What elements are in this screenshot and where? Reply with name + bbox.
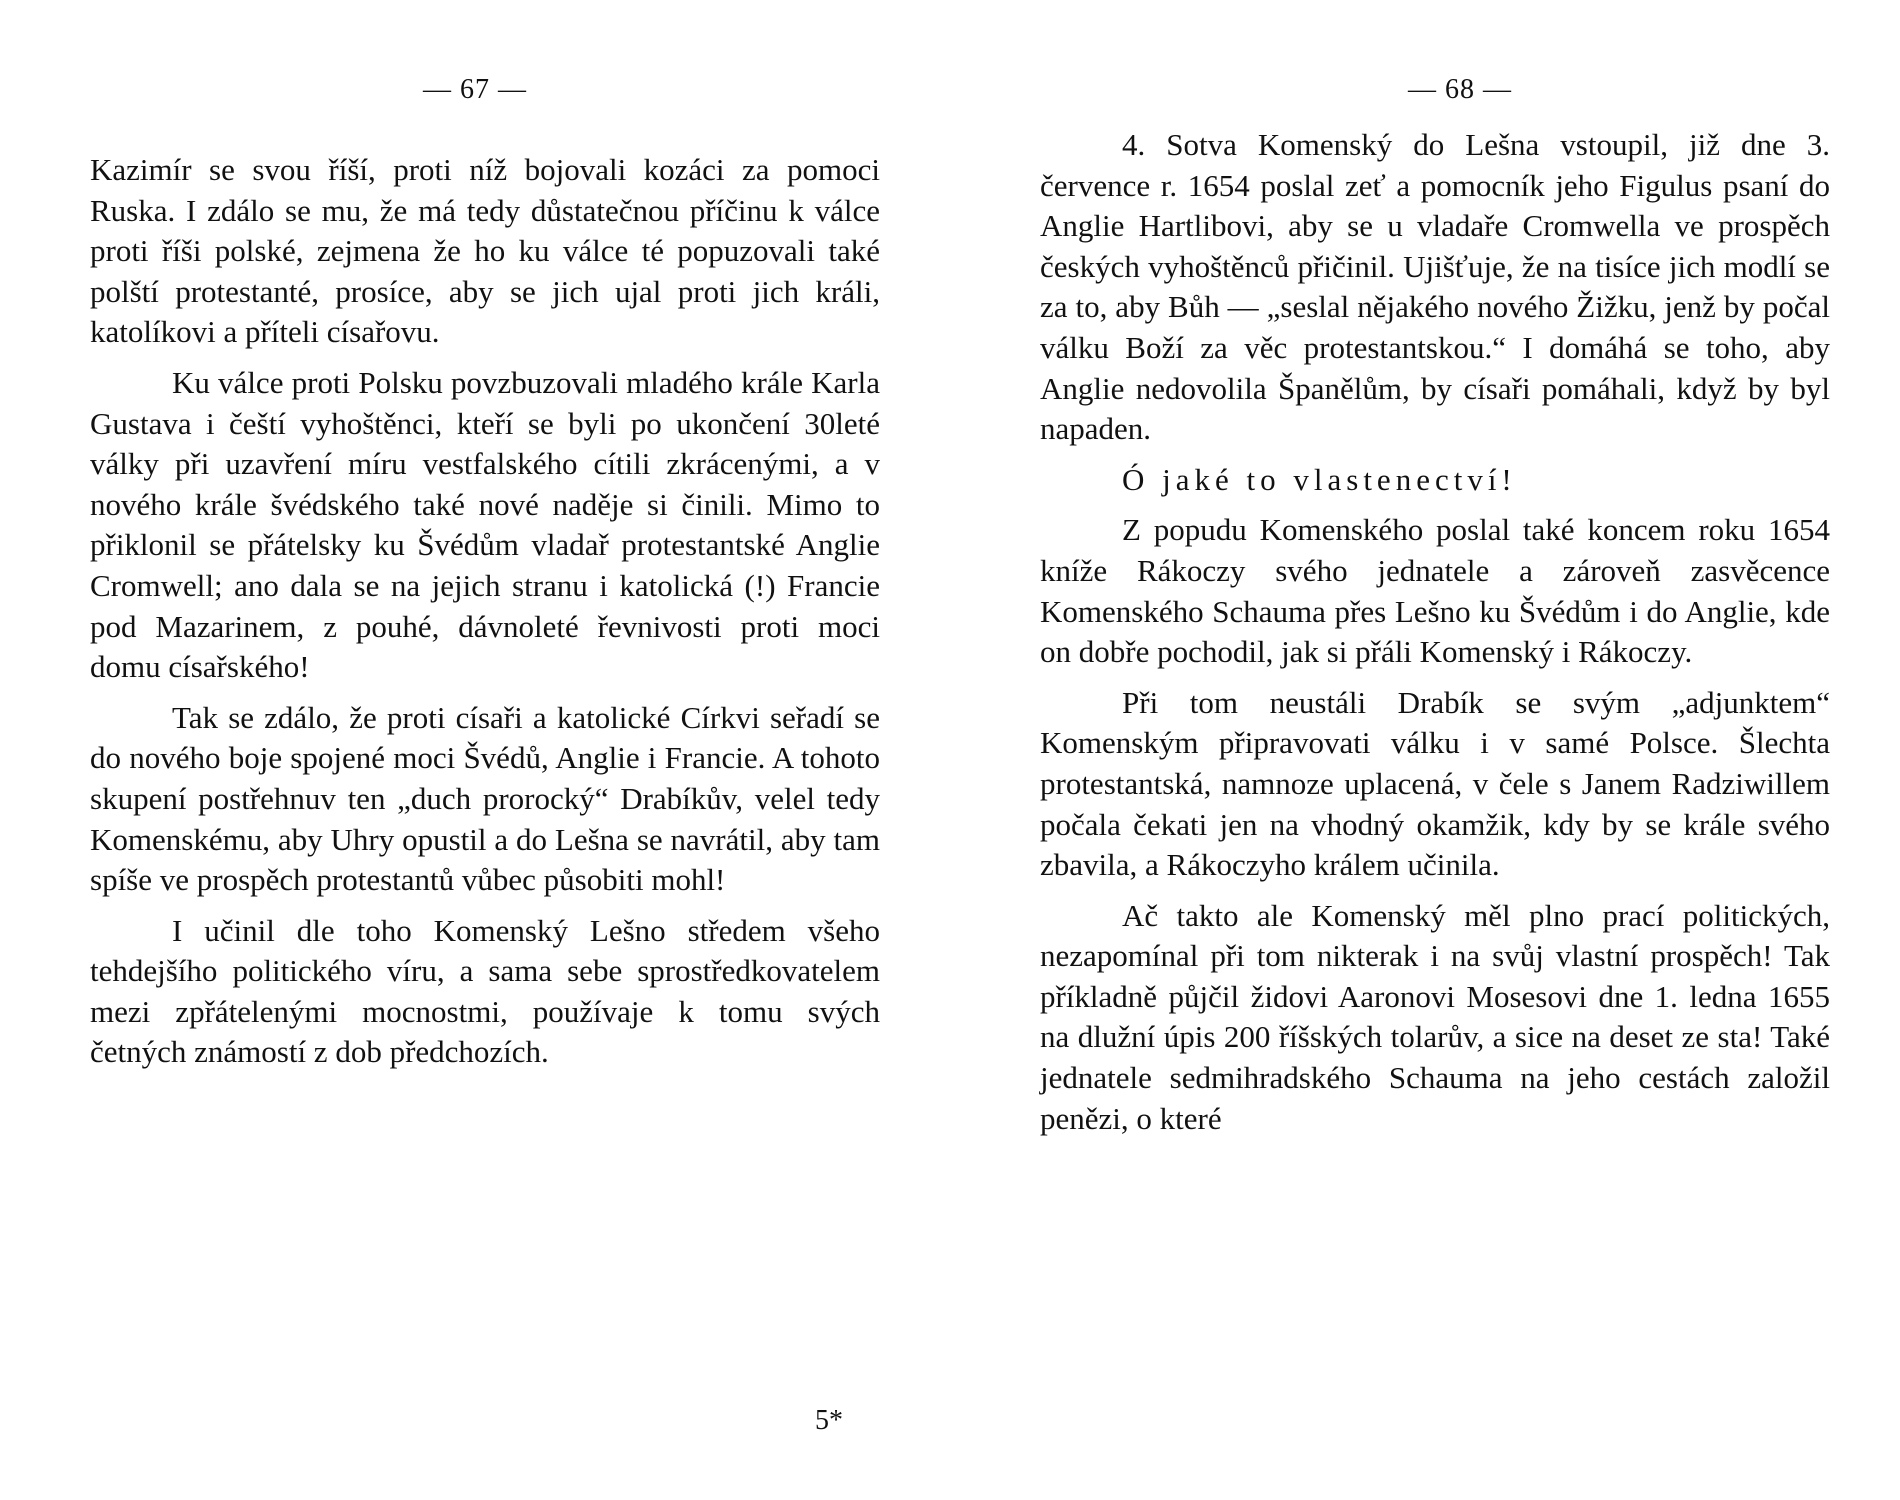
paragraph: Tak se zdálo, že proti císaři a katolické Církvi seřadí se do nového boje spojené moci Švédů, Anglie i Francie. A tohoto skupení postřehnuv ten „duch prorocký“ Drabíkův, velel tedy Komenskému, aby Uhry opustil a do Lešna se navrátil, aby tam spíše ve prospěch protestantů vůbec působiti mohl! bbox=[90, 699, 880, 898]
right-page bbox=[1040, 0, 1830, 1500]
paragraph: Z popudu Komenského poslal také koncem roku 1654 kníže Rákoczy svého jednatele a zároveň zasvěcence Komenského Schauma přes Lešno ku Švédům i do Anglie, kde on dobře pochodil, jak si přáli Komenský i Rákoczy. bbox=[1040, 512, 1830, 670]
paragraph: 4. Sotva Komenský do Lešna vstoupil, již dne 3. července r. 1654 poslal zeť a pomocník jeho Figulus psaní do Anglie Hartlibovi, aby se u vladaře Cromwella ve prospěch českých vyhoštěnců přičinil. Ujišťuje, že na tisíce jich modlí se za to, aby Bůh — „seslal nějakého nového Žižku, jenž by počal válku Boží za věc protestantskou.“ I domáhá se toho, aby Anglie nedovolila Španělům, by císaři pomáhali, když by byl napaden. bbox=[1040, 127, 1830, 447]
signature-mark: 5* bbox=[815, 1405, 843, 1436]
page-number: — 67 — bbox=[423, 74, 527, 105]
paragraph: Ó jaké to vlastenectví! bbox=[1122, 461, 1517, 497]
page-text bbox=[90, 150, 880, 1083]
paragraph: Ku válce proti Polsku povzbuzovali mladého krále Karla Gustava i čeští vyhoštěnci, kteří se byli po ukončení 30leté války při uzavření míru vestfalského cítili zkrácenými, a v nového krále švédského také nové naděje si činili. Mimo to přiklonil se přátelsky ku Švédům vladař protestantské Anglie Cromwell; ano dala se na jejich stranu i katolická (!) Francie pod Mazarinem, z pouhé, dávnoleté řevnivosti proti moci domu císařského! bbox=[90, 364, 880, 685]
left-page bbox=[90, 0, 880, 1500]
page-text bbox=[1040, 125, 1830, 1149]
page-number: — 68 — bbox=[1408, 74, 1512, 105]
paragraph: Při tom neustáli Drabík se svým „adjunktem“ Komenským připravovati válku i v samé Polsce. Šlechta protestantská, namnoze uplacená, v čele s Janem Radziwillem počala čekati jen na vhodný okamžik, kdy by se krále svého zbavila, a Rákoczyho králem učinila. bbox=[1040, 684, 1830, 883]
paragraph: Kazimír se svou říší, proti níž bojovali kozáci za pomoci Ruska. I zdálo se mu, že má tedy důstatečnou příčinu k válce proti říši polské, zejmena že ho ku válce té popuzovali také polští protestanté, prosíce, aby se jich ujal proti jich králi, katolíkovi a příteli císařovu. bbox=[90, 152, 880, 350]
paragraph: Ač takto ale Komenský měl plno prací politických, nezapomínal při tom nikterak i na svůj vlastní prospěch! Tak příkladně půjčil židovi Aaronovi Mosesovi dne 1. ledna 1655 na dlužní úpis 200 říšských tolarův, a sice na deset ze sta! Také jednatele sedmihradského Schauma na jeho cestách založil penězi, o které bbox=[1040, 897, 1830, 1136]
paragraph: I učinil dle toho Komenský Lešno středem všeho tehdejšího politického víru, a sama sebe sprostředkovatelem mezi zpřátelenými mocnostmi, používaje k tomu svých četných známostí z dob předchozích. bbox=[90, 912, 880, 1070]
